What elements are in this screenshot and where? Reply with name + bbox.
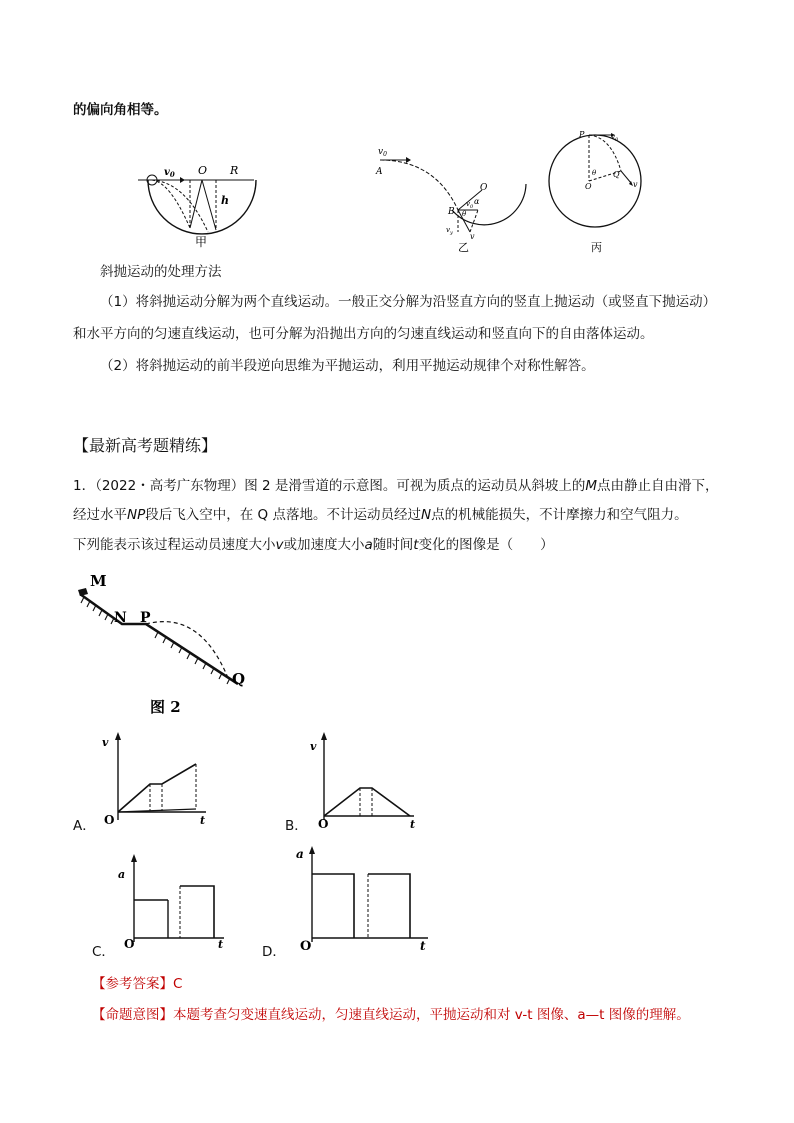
jia-v0-label: $v_0$ — [164, 167, 175, 179]
option-c-y-label: a — [118, 868, 126, 881]
bing-p-label: P — [579, 130, 585, 139]
yi-a-label: A — [376, 167, 383, 177]
option-b-x-label: t — [410, 818, 416, 828]
figure-jia — [130, 160, 260, 250]
jia-h-label: h — [221, 194, 229, 207]
method-p1-line2: 和水平方向的匀速直线运动，也可分解为沿抛出方向的匀速直线运动和竖直向下的自由落体运动。 — [73, 326, 654, 342]
intro-text: 的偏向角相等。 — [73, 102, 168, 118]
intent: 【命题意图】本题考查匀变速直线运动，匀速直线运动，平抛运动和对 v-t 图像、a—t 图像的理解。 — [92, 1007, 690, 1023]
fig2-n-label: N — [114, 610, 127, 626]
fig2-m-label: M — [90, 574, 107, 590]
method-title: 斜抛运动的处理方法 — [100, 264, 222, 280]
option-c-graph[interactable] — [114, 850, 234, 950]
jia-caption: 甲 — [195, 235, 208, 249]
fig2-q-label: Q — [232, 670, 246, 688]
option-a-graph[interactable] — [96, 728, 216, 828]
option-b-label[interactable]: B． — [285, 818, 308, 834]
yi-o-label: O — [480, 183, 488, 193]
yi-caption: 乙 — [458, 241, 469, 254]
question-line3: 下列能表示该过程运动员速度大小v或加速度大小a随时间t变化的图像是（ ） — [73, 537, 554, 553]
question-line1: 1．（2022・高考广东物理）图 2 是滑雪道的示意图。可视为质点的运动员从斜坡上的M点由静止自由滑下， — [73, 478, 719, 494]
option-b-graph[interactable] — [306, 728, 426, 828]
option-a-x-label: t — [200, 814, 206, 827]
option-a-origin-label: O — [104, 813, 115, 827]
yi-b-label: B — [448, 207, 455, 217]
option-a-y-label: v — [102, 736, 109, 749]
option-d-x-label: t — [420, 939, 426, 953]
method-p1-line1: （1）将斜抛运动分解为两个直线运动。一般正交分解为沿竖直方向的竖直上抛运动（或竖直下抛运动） — [100, 294, 717, 310]
bing-caption: 丙 — [591, 241, 602, 254]
bing-q-label: Q — [613, 170, 620, 179]
option-c-label[interactable]: C． — [92, 944, 115, 960]
yi-theta-label: θ — [462, 210, 467, 218]
figure-yi — [370, 140, 530, 255]
option-d-label[interactable]: D． — [262, 944, 286, 960]
bing-theta-label: θ — [592, 169, 597, 177]
answer: 【参考答案】C — [92, 976, 183, 992]
option-d-graph[interactable] — [290, 838, 440, 953]
option-b-origin-label: O — [318, 817, 329, 828]
bing-v-label: v — [633, 180, 638, 189]
option-d-origin-label: O — [300, 939, 312, 953]
yi-alpha-label: α — [474, 197, 480, 206]
figure-2-ski-slope — [70, 574, 260, 719]
option-d-y-label: a — [296, 847, 304, 861]
section-title: 【最新高考题精练】 — [73, 436, 218, 455]
bing-v0-label: $v_0$ — [611, 133, 619, 143]
method-p2: （2）将斜抛运动的前半段逆向思维为平抛运动，利用平抛运动规律个对称性解答。 — [100, 358, 595, 374]
yi-v-label: v — [470, 232, 475, 241]
option-c-origin-label: O — [124, 937, 135, 950]
fig2-p-label: P — [140, 610, 151, 626]
figure-bing — [545, 125, 655, 255]
bing-o-label: O — [585, 182, 592, 191]
jia-r-label: R — [230, 164, 239, 177]
option-a-label[interactable]: A． — [73, 818, 96, 834]
option-c-x-label: t — [218, 938, 224, 950]
jia-o-label: O — [198, 164, 208, 177]
yi-vx-label: $v_0$ — [466, 200, 474, 210]
question-line2: 经过水平NP段后飞入空中，在 Q 点落地。不计运动员经过N点的机械能损失，不计摩擦力和空气阻力。 — [73, 507, 688, 523]
fig2-caption: 图 2 — [150, 698, 181, 716]
yi-v0-label: $v_0$ — [378, 147, 387, 158]
option-b-y-label: v — [310, 740, 317, 753]
yi-vy-label: $v_y$ — [446, 226, 453, 236]
